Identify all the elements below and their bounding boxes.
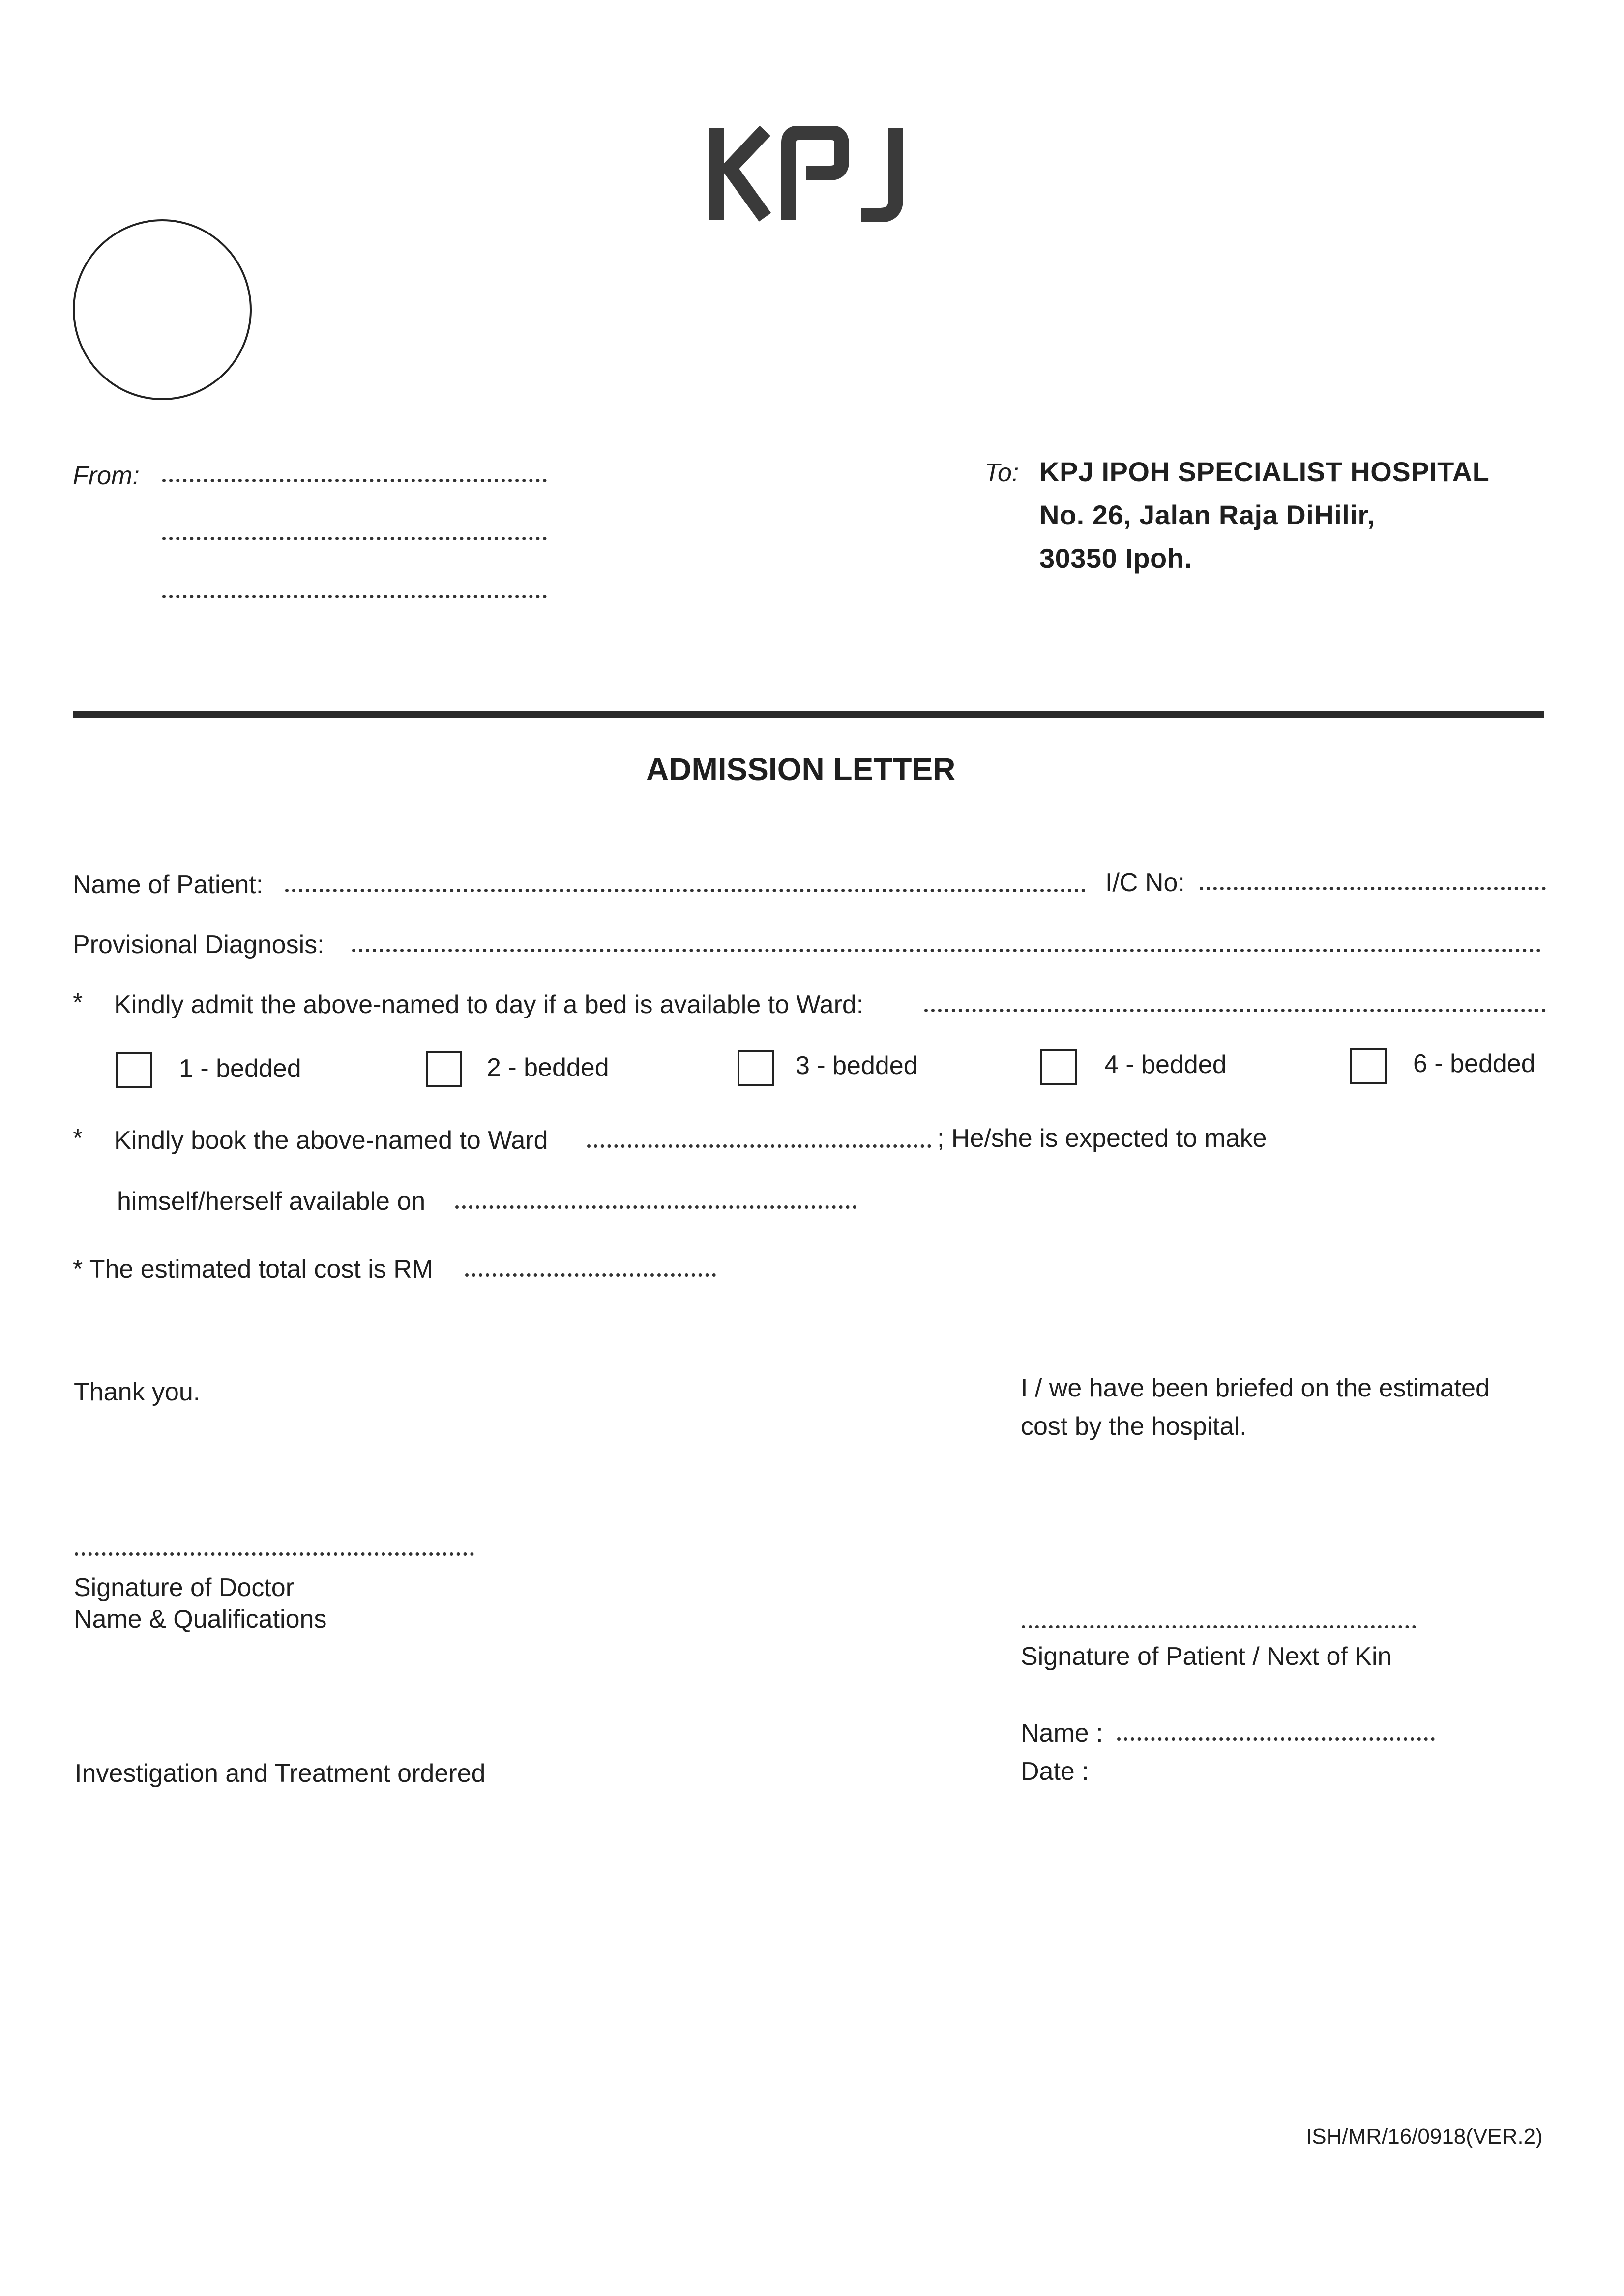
estimated-cost-text: * The estimated total cost is RM	[73, 1255, 434, 1283]
doctor-name-qualifications-label: Name & Qualifications	[74, 1605, 327, 1633]
from-label: From:	[73, 462, 140, 490]
estimated-cost-field[interactable]	[465, 1266, 716, 1277]
available-on-text: himself/herself available on	[117, 1187, 426, 1216]
form-code: ISH/MR/16/0918(VER.2)	[1306, 2124, 1543, 2149]
hospital-address	[1039, 450, 1489, 580]
book-ward-field[interactable]	[587, 1137, 931, 1148]
book-text: Kindly book the above-named to Ward	[114, 1126, 548, 1155]
admit-ward-field[interactable]	[924, 1002, 1546, 1012]
available-on-field[interactable]	[455, 1198, 856, 1209]
bed-option-label-1: 1 - bedded	[179, 1054, 301, 1083]
bed-option-label-4: 4 - bedded	[1104, 1050, 1227, 1079]
ic-number-label: I/C No:	[1105, 869, 1185, 897]
header-divider	[73, 711, 1544, 718]
patient-name-label-bottom: Name :	[1021, 1719, 1103, 1747]
book-text-continued: ; He/she is expected to make	[937, 1124, 1267, 1153]
patient-name-field[interactable]	[285, 882, 1086, 892]
from-line-2[interactable]	[162, 530, 547, 540]
bed-checkbox-3[interactable]	[738, 1050, 774, 1086]
patient-date-label: Date :	[1021, 1757, 1089, 1786]
patient-signature-line[interactable]	[1022, 1618, 1416, 1628]
patient-signature-label: Signature of Patient / Next of Kin	[1021, 1642, 1392, 1671]
bed-checkbox-1[interactable]	[116, 1052, 152, 1088]
briefed-text-line-1: I / we have been briefed on the estimated	[1021, 1374, 1490, 1402]
bed-option-label-3: 3 - bedded	[796, 1051, 918, 1080]
bed-option-label-2: 2 - bedded	[487, 1053, 609, 1082]
book-bullet: *	[73, 1124, 83, 1153]
hospital-street: No. 26, Jalan Raja DiHilir,	[1039, 499, 1375, 530]
photo-placeholder-circle	[73, 219, 252, 400]
thank-you-text: Thank you.	[74, 1378, 201, 1406]
from-line-1[interactable]	[162, 472, 547, 482]
bed-checkbox-2[interactable]	[426, 1051, 462, 1087]
ic-number-field[interactable]	[1200, 880, 1546, 890]
hospital-name: KPJ IPOH SPECIALIST HOSPITAL	[1039, 456, 1490, 487]
bed-option-label-6: 6 - bedded	[1413, 1049, 1535, 1078]
investigation-label: Investigation and Treatment ordered	[75, 1759, 486, 1788]
from-line-3[interactable]	[162, 588, 547, 598]
diagnosis-field[interactable]	[352, 942, 1541, 952]
diagnosis-label: Provisional Diagnosis:	[73, 930, 325, 959]
doctor-signature-label: Signature of Doctor	[74, 1573, 295, 1602]
admit-bullet: *	[73, 988, 83, 1017]
page-title: ADMISSION LETTER	[646, 752, 956, 787]
hospital-postcode-city: 30350 Ipoh.	[1039, 543, 1192, 574]
bed-checkbox-4[interactable]	[1040, 1049, 1077, 1085]
patient-name-field-bottom[interactable]	[1117, 1730, 1435, 1741]
briefed-text-line-2: cost by the hospital.	[1021, 1412, 1247, 1441]
to-label: To:	[984, 459, 1019, 487]
patient-name-label: Name of Patient:	[73, 871, 264, 899]
doctor-signature-line[interactable]	[75, 1545, 474, 1556]
admit-text: Kindly admit the above-named to day if a bed is available to Ward:	[114, 990, 864, 1019]
kpj-logo	[706, 126, 913, 222]
bed-checkbox-6[interactable]	[1350, 1048, 1387, 1084]
